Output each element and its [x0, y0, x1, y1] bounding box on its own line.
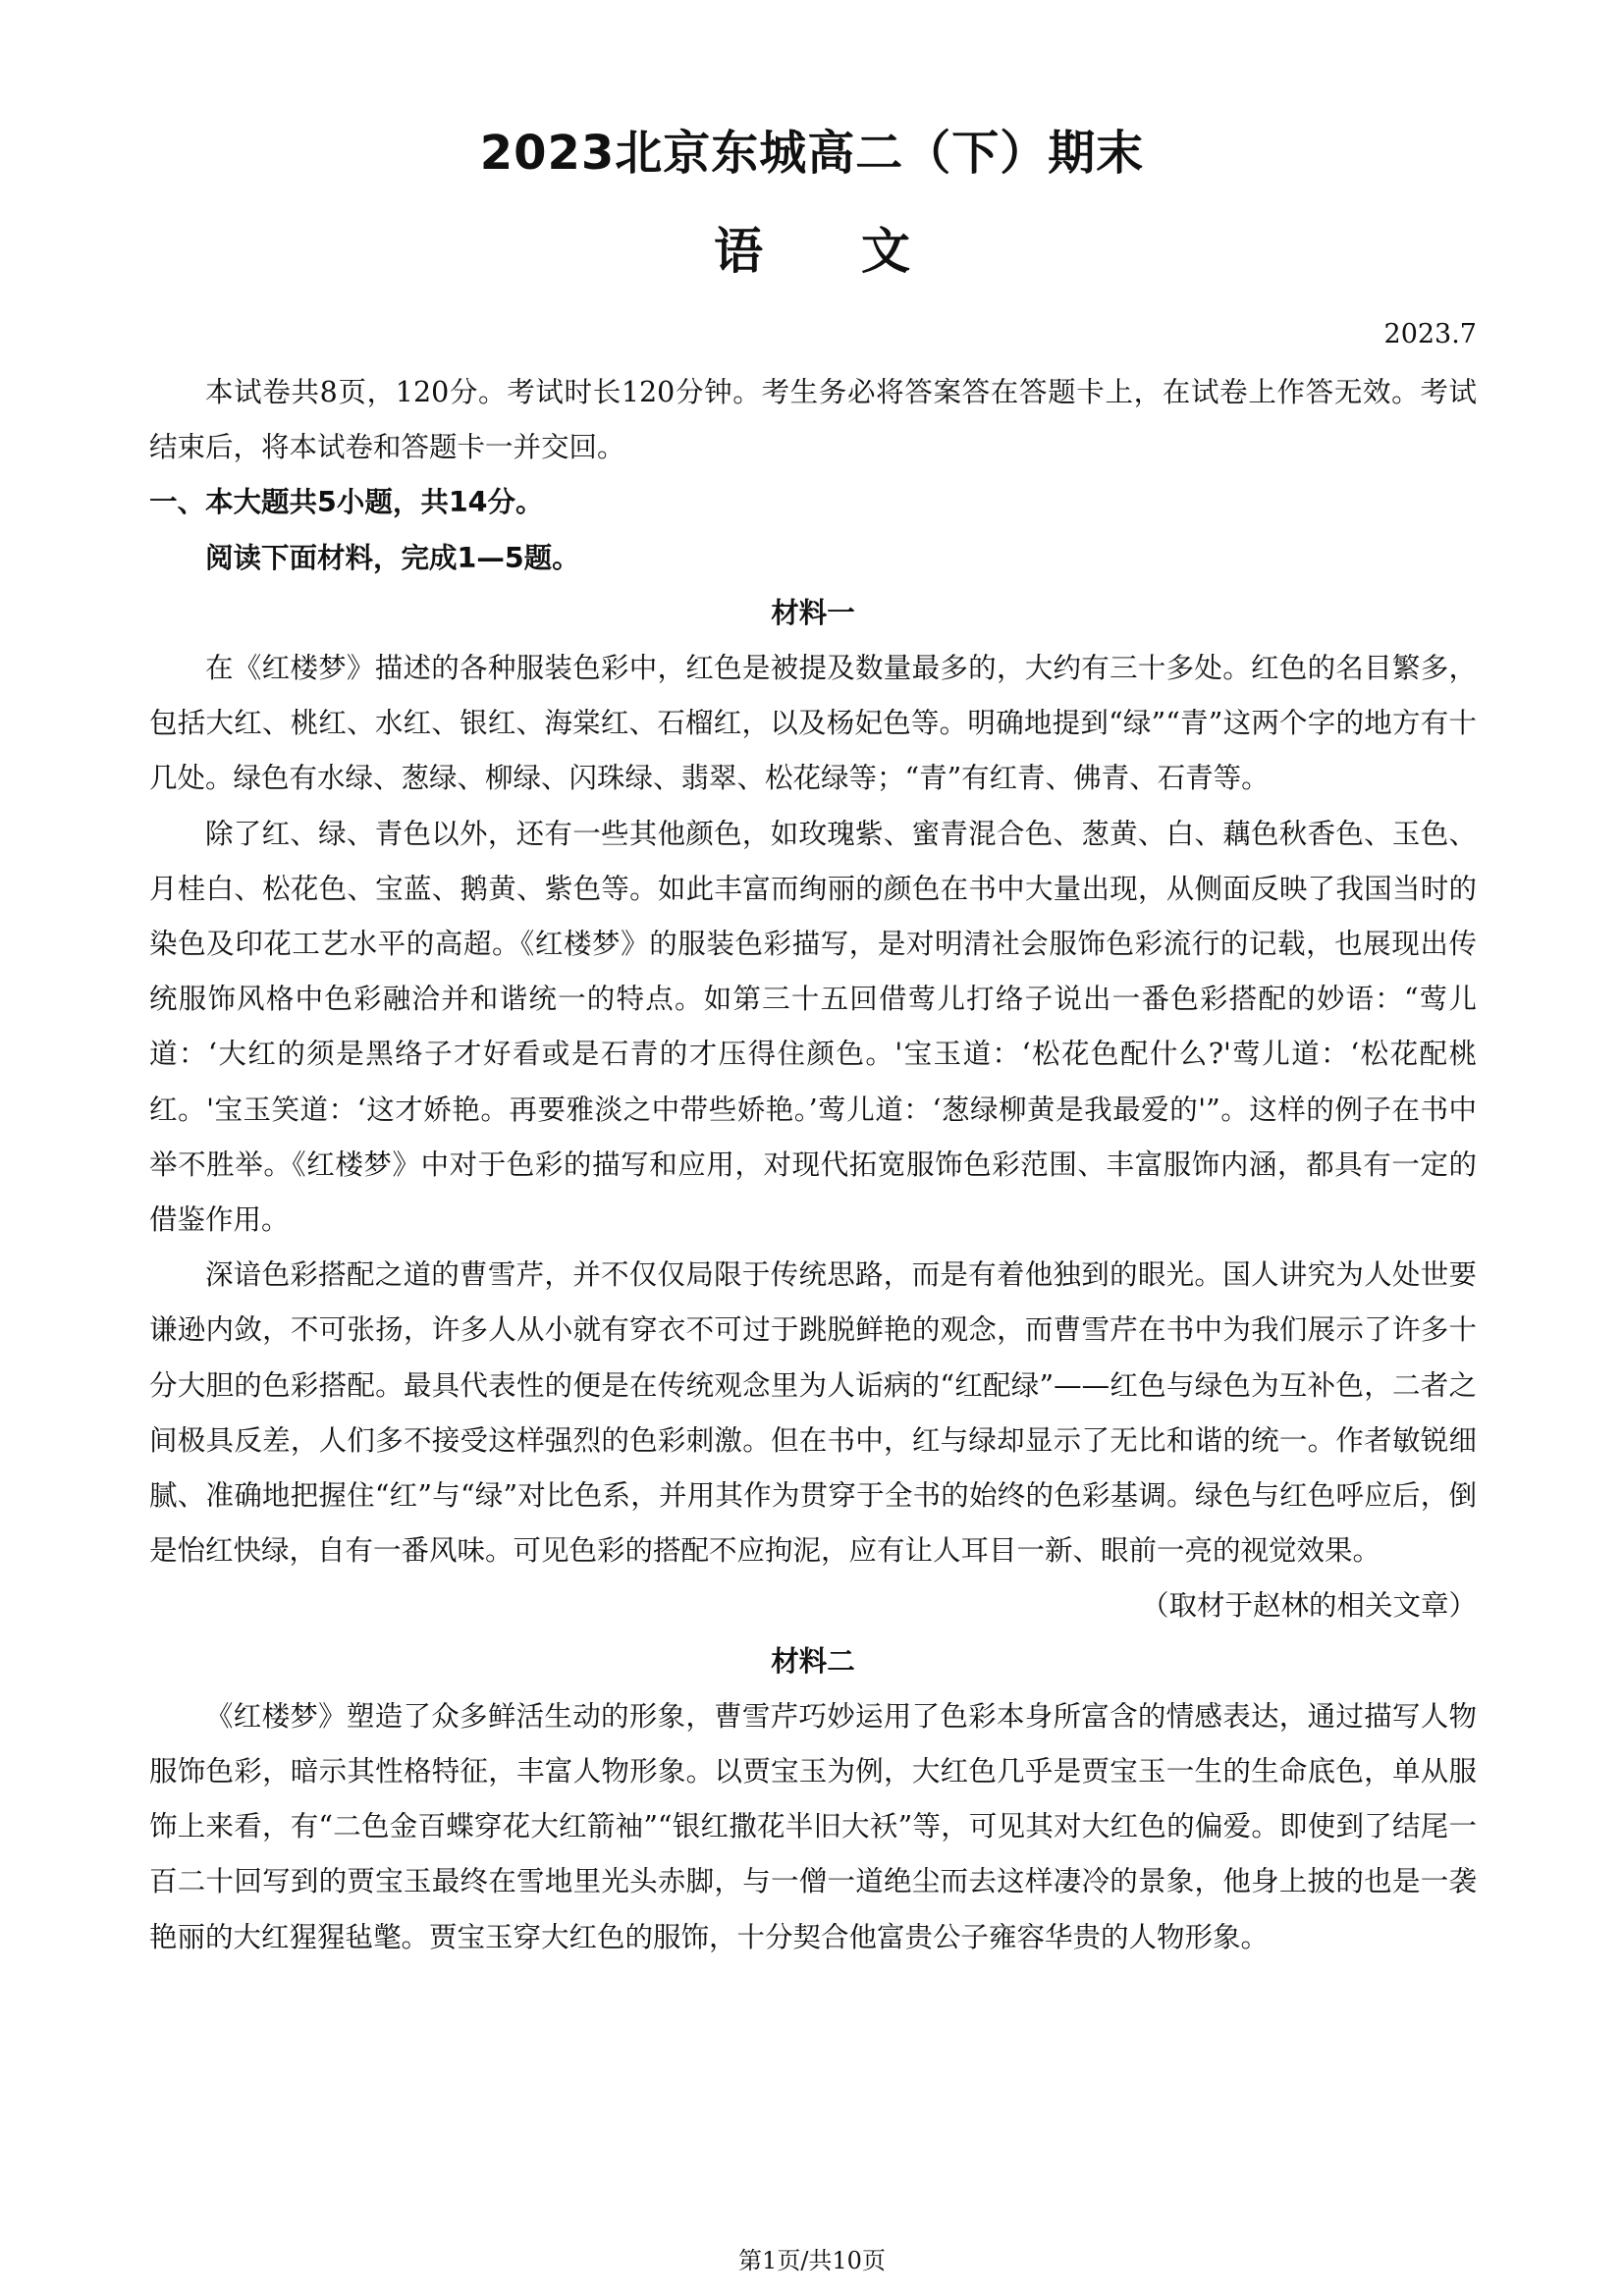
subject-title: 语 文: [714, 223, 910, 280]
exam-date: 2023.7: [1383, 319, 1477, 349]
section-heading: 一、本大题共5小题，共14分。: [149, 486, 544, 519]
material-1-paragraph: 深谙色彩搭配之道的曹雪芹，并不仅仅局限于传统思路，而是有着他独到的眼光。国人讲究为人处世要谦逊内敛，不可张扬，许多人从小就有穿衣不可过于跳脱鲜艳的观念，而曹雪芹在书中为我们展示了许多十分大胆的色彩搭配。最具代表性的便是在传统观念里为人诟病的“红配绿”——红色与绿色为互补色，二者之间极具反差，人们多不接受这样强烈的色彩刺激。但在书中，红与绿却显示了无比和谐的统一。作者敏锐细腻、准确地把握住“红”与“绿”对比色系，并用其作为贯穿于全书的始终的色彩基调。绿色与红色呼应后，倒是怡红快绿，自有一番风味。可见色彩的搭配不应拘泥，应有让人耳目一新、眼前一亮的视觉效果。: [149, 1258, 1477, 1568]
reading-instruction: 阅读下面材料，完成1—5题。: [205, 541, 580, 574]
material-1-source: （取材于赵林的相关文章）: [1140, 1589, 1477, 1623]
exam-content: [149, 365, 1477, 1965]
exam-title: 2023北京东城高二（下）期末: [479, 126, 1145, 181]
material-2-heading: 材料二: [771, 1644, 855, 1678]
material-1-paragraph: 在《红楼梦》描述的各种服装色彩中，红色是被提及数量最多的，大约有三十多处。红色的名目繁多，包括大红、桃红、水红、银红、海棠红、石榴红，以及杨妃色等。明确地提到“绿”“青”这两个字的地方有十几处。绿色有水绿、葱绿、柳绿、闪珠绿、翡翠、松花绿等；“青”有红青、佛青、石青等。: [149, 652, 1477, 795]
material-1-paragraph: 除了红、绿、青色以外，还有一些其他颜色，如玫瑰紫、蜜青混合色、葱黄、白、藕色秋香色、玉色、月桂白、松花色、宝蓝、鹅黄、紫色等。如此丰富而绚丽的颜色在书中大量出现，从侧面反映了我国当时的染色及印花工艺水平的高超。《红楼梦》的服装色彩描写，是对明清社会服饰色彩流行的记载，也展现出传统服饰风格中色彩融洽并和谐统一的特点。如第三十五回借莺儿打络子说出一番色彩搭配的妙语：“莺儿道：‘大红的须是黑络子才好看或是石青的才压得住颜色。'宝玉道：‘松花色配什么?'莺儿道：‘松花配桃红。'宝玉笑道：‘这才娇艳。再要雅淡之中带些娇艳。’莺儿道：‘葱绿柳黄是我最爱的'”。这样的例子在书中举不胜举。《红楼梦》中对于色彩的描写和应用，对现代拓宽服饰色彩范围、丰富服饰内涵，都具有一定的借鉴作用。: [149, 817, 1477, 1237]
exam-instructions: 本试卷共8页，120分。考试时长120分钟。考生务必将答案答在答题卡上，在试卷上作答无效。考试结束后，将本试卷和答题卡一并交回。: [149, 376, 1477, 464]
material-1-heading: 材料一: [771, 596, 855, 629]
page-number: 第1页/共10页: [738, 2247, 886, 2274]
material-2-paragraph: 《红楼梦》塑造了众多鲜活生动的形象，曹雪芹巧妙运用了色彩本身所富含的情感表达，通过描写人物服饰色彩，暗示其性格特征，丰富人物形象。以贾宝玉为例，大红色几乎是贾宝玉一生的生命底色，单从服饰上来看，有“二色金百蝶穿花大红箭袖”“银红撒花半旧大袄”等，可见其对大红色的偏爱。即使到了结尾一百二十回写到的贾宝玉最终在雪地里光头赤脚，与一僧一道绝尘而去这样凄冷的景象，他身上披的也是一袭艳丽的大红猩猩毡氅。贾宝玉穿大红色的服饰，十分契合他富贵公子雍容华贵的人物形象。: [149, 1699, 1477, 1953]
